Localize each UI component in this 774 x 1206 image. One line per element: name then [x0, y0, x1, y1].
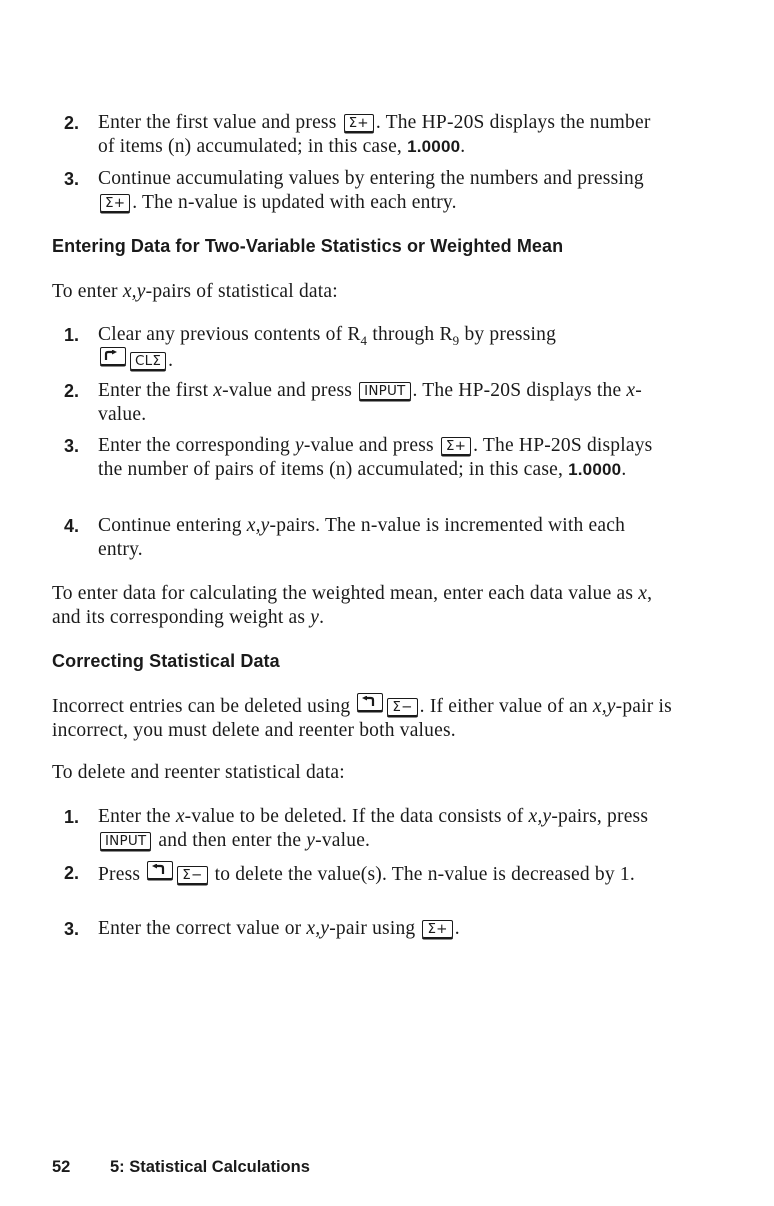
left-shift-key-icon	[147, 861, 173, 879]
chapter-title: 5: Statistical Calculations	[110, 1158, 310, 1176]
list-item	[52, 379, 672, 427]
step-text: Enter the x-value to be deleted. If the data consists of x,y-pairs, press INPUT and then enter the y-value.	[98, 806, 649, 851]
input-key: INPUT	[100, 832, 151, 850]
display-value: 1.0000	[407, 137, 461, 156]
weighted-mean-paragraph: To enter data for calculating the weighted mean, enter each data value as x, and its corresponding weight as y.	[52, 583, 653, 628]
step-text: Enter the correct value or x,y-pair using Σ+ .	[98, 918, 460, 939]
sigma-minus-key: Σ−	[177, 866, 207, 884]
step-text: Continue entering x,y-pairs. The n-value is incremented with each entry.	[98, 515, 626, 560]
step-text: Continue accumulating values by entering the numbers and pressing Σ+ . The n-value is updated with each entry.	[98, 168, 644, 213]
step-number: 1.	[64, 325, 80, 345]
step-number: 2.	[64, 113, 80, 133]
list-item	[52, 805, 672, 853]
step-text: Press Σ− to delete the value(s). The n-value is decreased by 1.	[98, 861, 672, 887]
step-number: 3.	[64, 169, 80, 189]
section-heading: Entering Data for Two-Variable Statistics or Weighted Mean	[52, 236, 564, 256]
sigma-plus-key: Σ+	[100, 194, 130, 212]
step-text: Enter the first value and press Σ+ . The HP-20S displays the number of items (n) accumulated; in this case, 1.0000.	[98, 112, 651, 157]
list-item	[52, 111, 672, 159]
page-footer	[52, 1158, 310, 1177]
step-number: 1.	[64, 807, 80, 827]
sigma-plus-key: Σ+	[344, 114, 374, 132]
step-text: Clear any previous contents of $R_4$ through $R_9$ by pressing CLΣ .	[98, 324, 557, 371]
sigma-plus-key: Σ+	[422, 920, 452, 938]
list-item	[52, 514, 672, 562]
intro-paragraph: To enter x,y-pairs of statistical data:	[52, 281, 338, 302]
step-number: 2.	[64, 863, 80, 883]
sigma-minus-key: Σ−	[387, 698, 417, 716]
incorrect-entries-paragraph: Incorrect entries can be deleted using Σ− . If either value of an x,y-pair is incorrect, you must delete and reenter both values.	[52, 693, 672, 743]
list-item	[52, 323, 672, 373]
step-text: Enter the first x-value and press INPUT . The HP-20S displays the x-value.	[98, 380, 642, 425]
step-number: 2.	[64, 381, 80, 401]
page-number: 52	[52, 1158, 71, 1176]
list-item	[52, 434, 672, 482]
intro-paragraph: To delete and reenter statistical data:	[52, 762, 345, 783]
step-text: Enter the corresponding y-value and press Σ+ . The HP-20S displays the number of pairs of items (n) accumulated; in this case, 1.0000.	[98, 435, 653, 480]
list-item	[52, 861, 672, 887]
list-item	[52, 917, 672, 941]
left-shift-key-icon	[357, 693, 383, 711]
input-key: INPUT	[359, 382, 410, 400]
step-number: 4.	[64, 516, 80, 536]
step-number: 3.	[64, 436, 80, 456]
sigma-plus-key: Σ+	[441, 437, 471, 455]
section-heading: Correcting Statistical Data	[52, 651, 280, 671]
right-shift-key-icon	[100, 347, 126, 365]
list-item	[52, 167, 672, 215]
clear-sigma-key: CLΣ	[130, 352, 166, 370]
display-value: 1.0000	[568, 460, 622, 479]
step-number: 3.	[64, 919, 80, 939]
